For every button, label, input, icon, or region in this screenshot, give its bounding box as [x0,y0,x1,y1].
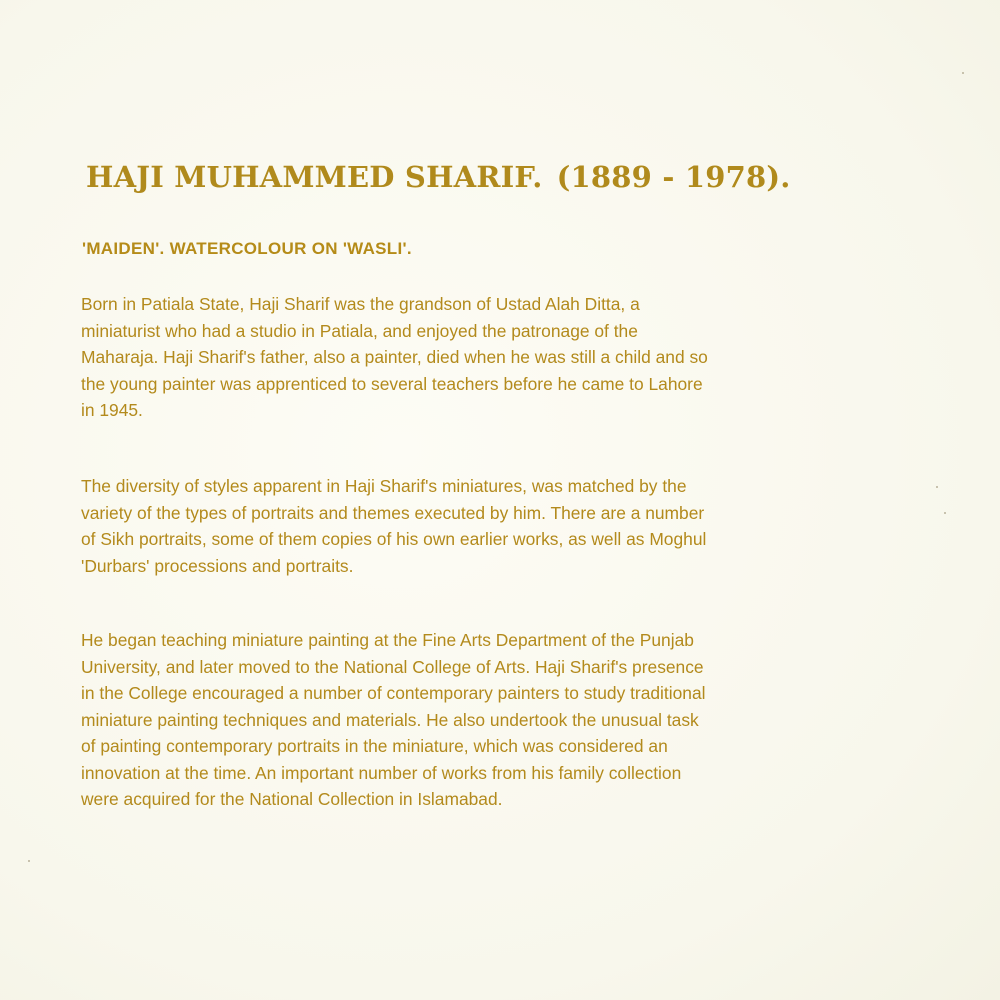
paper-speck [962,72,964,74]
text-line: The diversity of styles apparent in Haji Sharif's miniatures, was matched by the [81,476,687,496]
text-line: Maharaja. Haji Sharif's father, also a painter, died when he was still a child and so [81,347,708,367]
paragraph-teaching [81,627,961,813]
text-line: in the College encouraged a number of contemporary painters to study traditional [81,683,706,703]
artist-name: HAJI MUHAMMED SHARIF. [86,160,543,194]
paper-speck [28,860,30,862]
text-line: miniaturist who had a studio in Patiala, and enjoyed the patronage of the [81,320,638,341]
text-line: Born in Patiala State, Haji Sharif was the grandson of Ustad Alah Ditta, a [81,294,640,314]
text-line: of Sikh portraits, some of them copies of his own earlier works, as well as Moghul [81,529,707,549]
text-line: 'Durbars' processions and portraits. [81,555,354,576]
text-line: in 1945. [81,400,143,420]
text-line: innovation at the time. An important number of works from his family collection [81,762,682,783]
text-line: the young painter was apprenticed to several teachers before he came to Lahore [81,373,703,394]
artist-title [86,160,791,194]
text-line: variety of the types of portraits and themes executed by him. There are a number [81,502,705,523]
text-line: were acquired for the National Collection in Islamabad. [81,789,503,809]
text-line: miniature painting techniques and materials. He also undertook the unusual task [81,709,699,730]
artwork-subtitle: 'MAIDEN'. WATERCOLOUR ON 'WASLI'. [82,239,412,258]
text-line: of painting contemporary portraits in the miniature, which was considered an [81,736,668,756]
paper-speck [944,512,946,514]
paragraph-biography [81,291,961,424]
artist-years: (1889 - 1978). [556,160,791,194]
text-line: He began teaching miniature painting at the Fine Arts Department of the Punjab [81,630,694,650]
paragraph-styles [81,473,961,579]
paper-speck [936,486,938,488]
text-line: University, and later moved to the National College of Arts. Haji Sharif's presence [81,656,704,677]
